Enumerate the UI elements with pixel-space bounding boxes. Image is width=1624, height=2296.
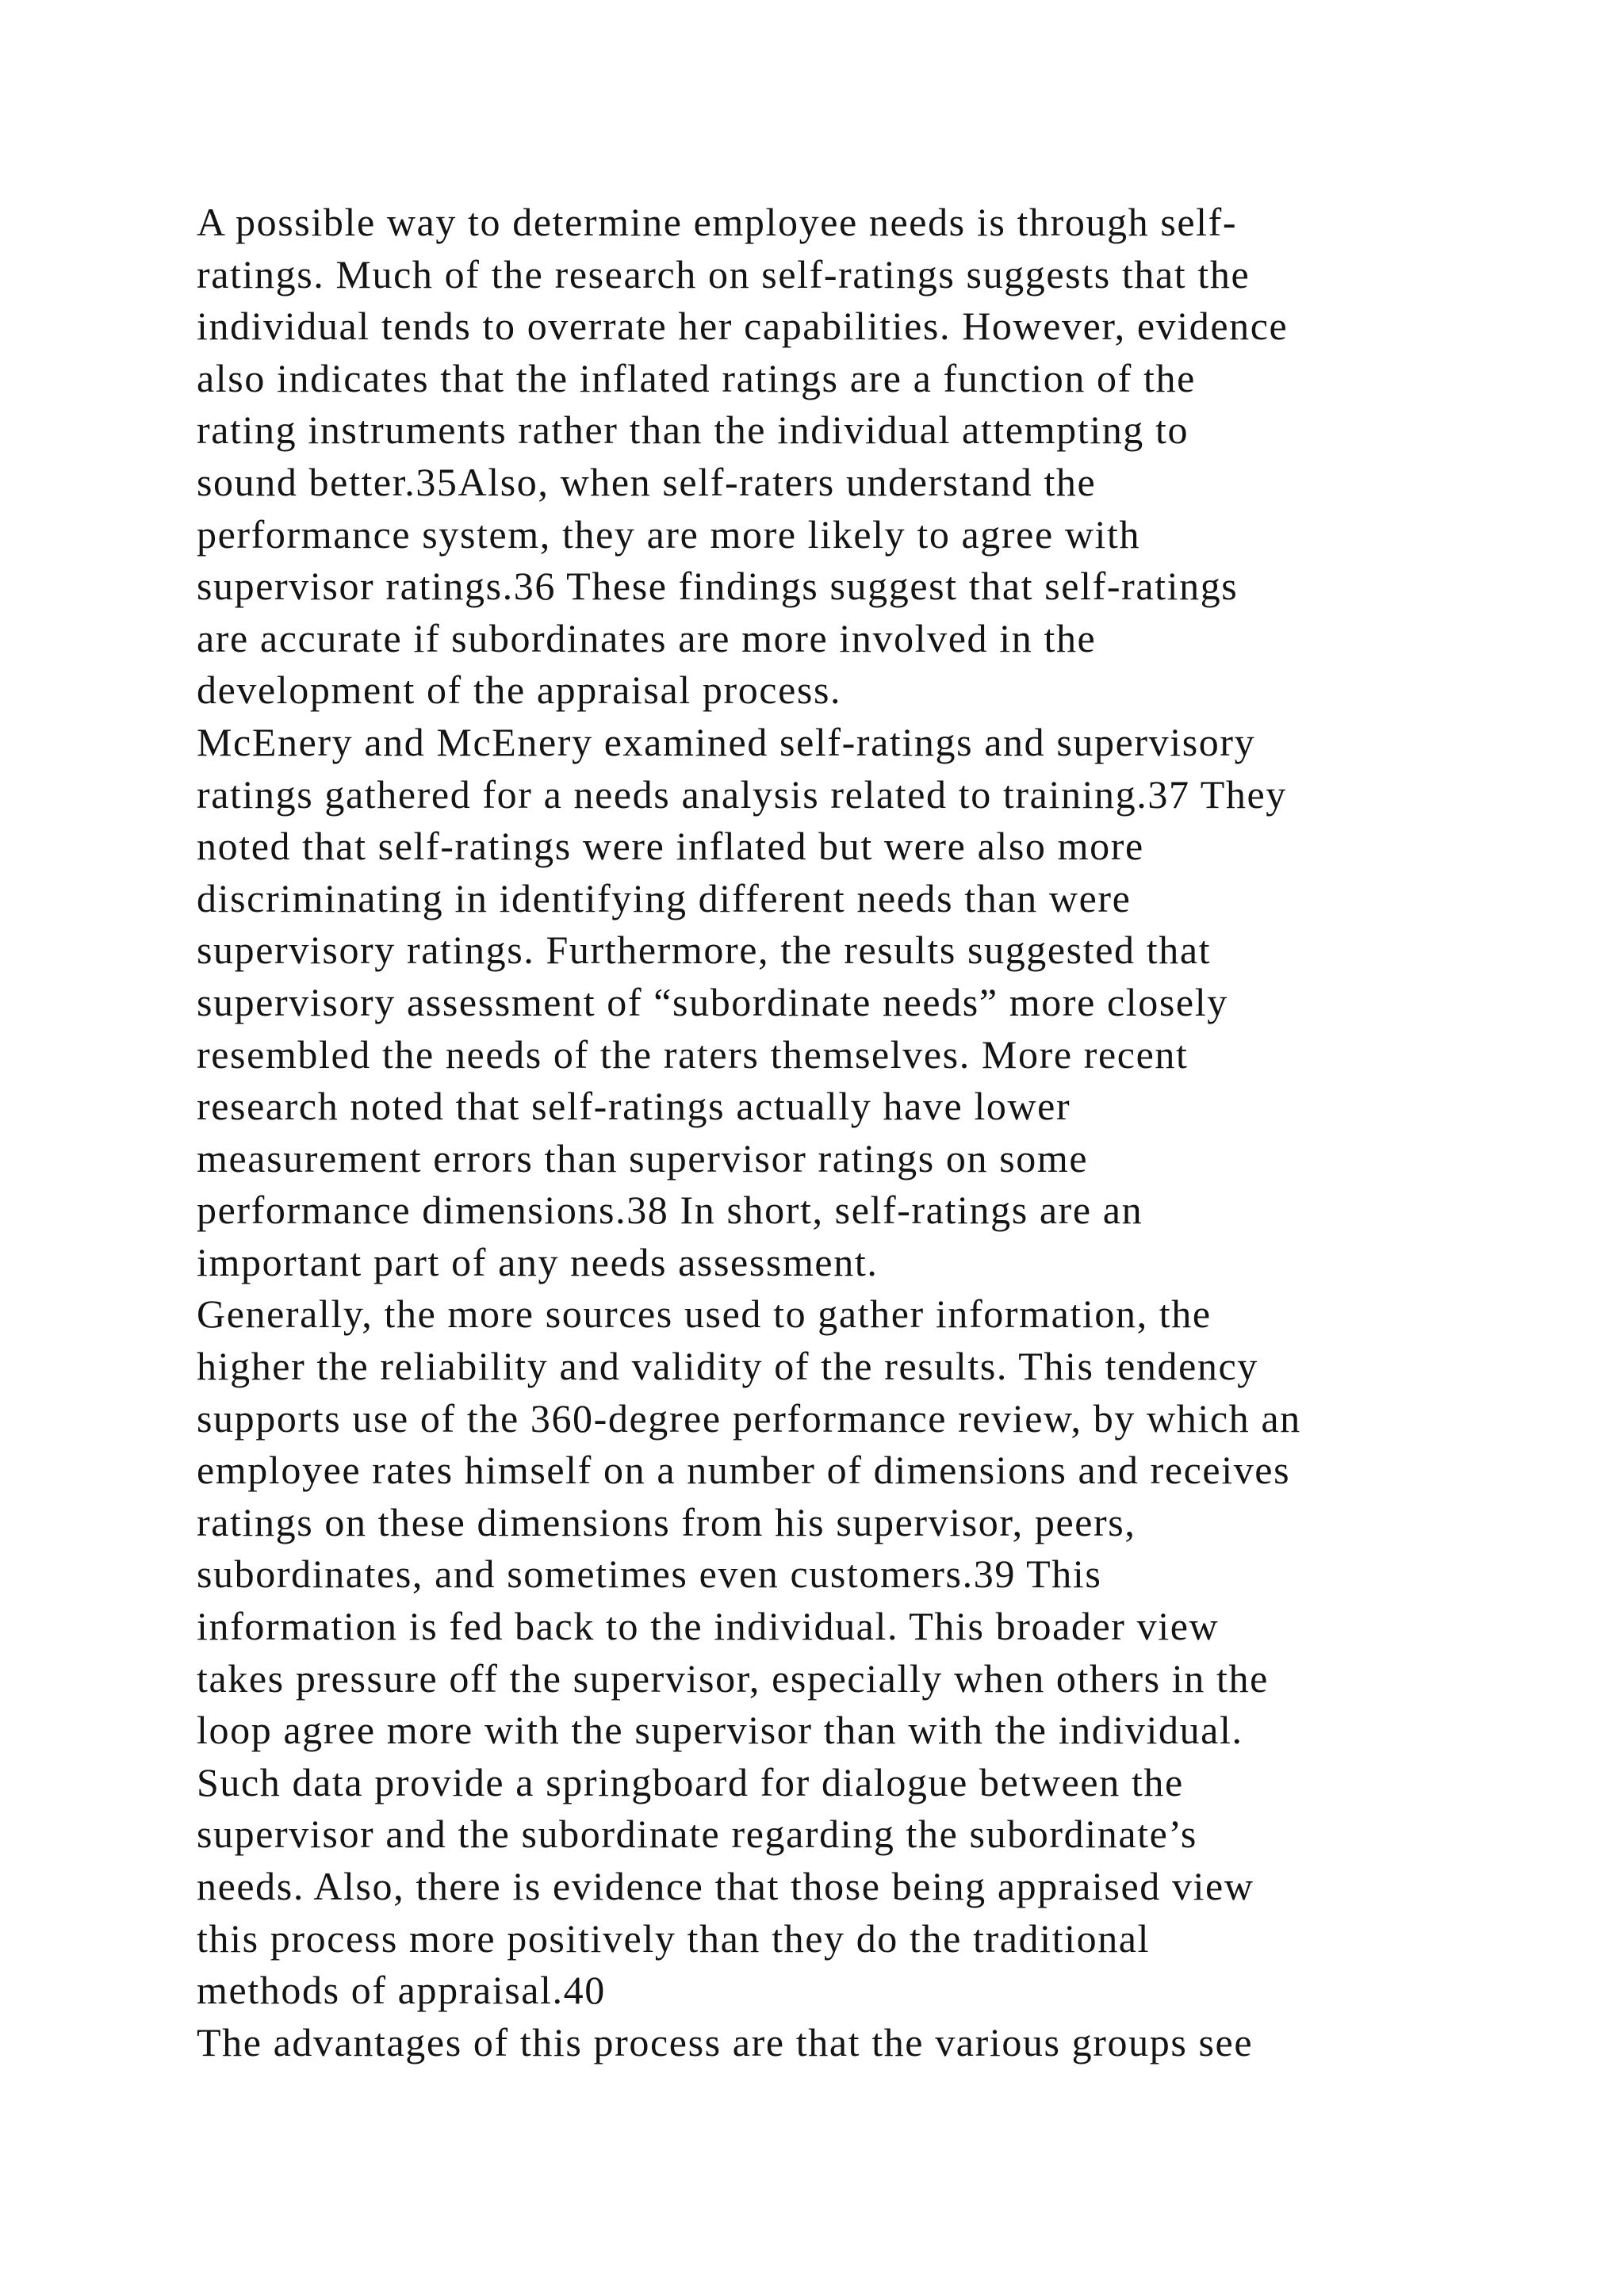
body-text [197, 197, 1497, 2068]
text-line: Such data provide a springboard for dialogue between the [197, 1759, 1184, 1804]
text-line: ratings on these dimensions from his supervisor, peers, [197, 1499, 1136, 1544]
text-line: research noted that self-ratings actually have lower [197, 1084, 1071, 1129]
text-line: development of the appraisal process. [197, 668, 842, 713]
text-line: also indicates that the inflated ratings are a function of the [197, 355, 1196, 400]
text-line: information is fed back to the individual. This broader view [197, 1604, 1220, 1649]
text-line: supervisory ratings. Furthermore, the results suggested that [197, 928, 1212, 973]
text-line: discriminating in identifying different needs than were [197, 875, 1132, 920]
text-line: higher the reliability and validity of the results. This tendency [197, 1344, 1258, 1389]
text-line: The advantages of this process are that the various groups see [197, 2019, 1254, 2064]
text-line: important part of any needs assessment. [197, 1239, 879, 1284]
text-line: takes pressure off the supervisor, especially when others in the [197, 1655, 1269, 1701]
text-line: sound better.35Also, when self-raters understand the [197, 459, 1097, 504]
text-line: subordinates, and sometimes even customers.39 This [197, 1552, 1102, 1597]
text-line: ratings gathered for a needs analysis related to training.37 They [197, 771, 1287, 817]
text-line: employee rates himself on a number of dimensions and receives [197, 1448, 1291, 1493]
text-line: supervisor ratings.36 These findings suggest that self-ratings [197, 564, 1239, 609]
text-line: methods of appraisal.40 [197, 1968, 606, 2013]
text-line: loop agree more with the supervisor than with the individual. [197, 1708, 1243, 1753]
text-line: performance system, they are more likely to agree with [197, 511, 1141, 557]
text-line: needs. Also, there is evidence that those being appraised view [197, 1864, 1254, 1908]
text-line: this process more positively than they do the traditional [197, 1915, 1151, 1961]
text-line: performance dimensions.38 In short, self-ratings are an [197, 1188, 1143, 1233]
text-line: resembled the needs of the raters themselves. More recent [197, 1031, 1189, 1077]
text-line: measurement errors than supervisor ratings on some [197, 1135, 1089, 1181]
text-line: Generally, the more sources used to gather information, the [197, 1292, 1212, 1337]
text-line: are accurate if subordinates are more involved in the [197, 615, 1097, 660]
text-line: supports use of the 360-degree performance review, by which an [197, 1395, 1301, 1441]
text-line: rating instruments rather than the individual attempting to [197, 408, 1189, 453]
text-line: supervisor and the subordinate regarding the subordinate’s [197, 1812, 1197, 1857]
text-line: McEnery and McEnery examined self-ratings and supervisory [197, 719, 1256, 764]
text-line: noted that self-ratings were inflated but were also more [197, 824, 1144, 869]
text-line: A possible way to determine employee needs is through self- [197, 200, 1238, 244]
text-line: ratings. Much of the research on self-ratings suggests that the [197, 251, 1251, 297]
text-line: supervisory assessment of “subordinate needs” more closely [197, 979, 1228, 1024]
text-line: individual tends to overrate her capabilities. However, evidence [197, 304, 1289, 349]
